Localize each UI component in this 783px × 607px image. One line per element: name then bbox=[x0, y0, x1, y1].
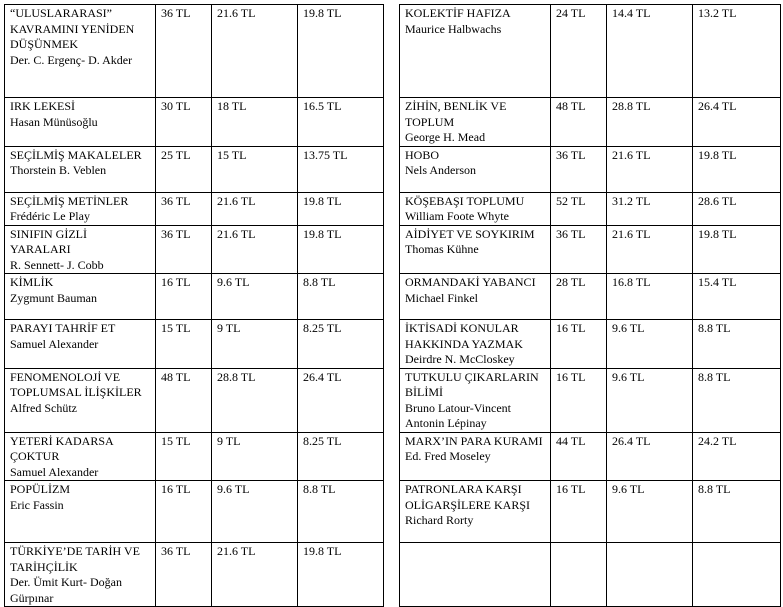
price-cell bbox=[156, 543, 212, 607]
book-author: Thorstein B. Veblen bbox=[10, 163, 107, 177]
price-value: 16 TL bbox=[161, 482, 191, 496]
table-row bbox=[5, 481, 781, 543]
book-author: R. Sennett- J. Cobb bbox=[10, 257, 104, 272]
price-3-cell bbox=[298, 225, 384, 274]
book-title: PARAYI TAHRİF ET bbox=[10, 321, 116, 335]
price-cell bbox=[551, 5, 607, 98]
price-cell bbox=[551, 368, 607, 432]
price-value: 16 TL bbox=[556, 321, 586, 335]
price-2-cell bbox=[212, 98, 298, 147]
table-row bbox=[5, 146, 781, 192]
book-title: YETERİ KADARSA ÇOKTUR bbox=[10, 433, 114, 463]
table-row bbox=[5, 368, 781, 432]
price-2-cell bbox=[607, 274, 693, 320]
price-3-value: 19.8 TL bbox=[698, 226, 737, 241]
price-2-value: 21.6 TL bbox=[217, 193, 256, 208]
price-2-cell bbox=[607, 320, 693, 369]
price-3-cell bbox=[298, 5, 384, 98]
price-3-cell bbox=[693, 225, 781, 274]
price-3-value: 8.8 TL bbox=[698, 482, 731, 496]
price-value: 15 TL bbox=[161, 321, 191, 335]
price-cell bbox=[551, 320, 607, 369]
price-cell bbox=[551, 98, 607, 147]
price-value: 48 TL bbox=[161, 369, 191, 384]
book-title: SINIFIN GİZLİ YARALARI bbox=[10, 226, 87, 256]
price-2-cell bbox=[212, 543, 298, 607]
book-author: Samuel Alexander bbox=[10, 336, 99, 351]
price-2-cell bbox=[607, 98, 693, 147]
price-3-cell bbox=[693, 274, 781, 320]
price-value: 16 TL bbox=[556, 369, 586, 384]
price-3-value: 19.8 TL bbox=[303, 193, 342, 208]
book-title: ZİHİN, BENLİK VE TOPLUM bbox=[405, 99, 507, 129]
column-gap bbox=[384, 225, 400, 274]
book-cell bbox=[400, 225, 551, 274]
price-2-cell bbox=[607, 432, 693, 481]
price-3-value: 19.8 TL bbox=[698, 147, 737, 162]
column-gap bbox=[384, 5, 400, 98]
price-3-cell bbox=[693, 320, 781, 369]
price-2-value: 15 TL bbox=[217, 147, 247, 162]
price-cell bbox=[551, 146, 607, 192]
price-cell bbox=[156, 320, 212, 369]
price-value: 36 TL bbox=[161, 6, 191, 20]
price-3-value: 26.4 TL bbox=[303, 369, 342, 384]
price-2-value: 9.6 TL bbox=[217, 482, 250, 496]
price-2-value: 21.6 TL bbox=[217, 544, 256, 558]
price-2-cell bbox=[212, 5, 298, 98]
book-cell bbox=[5, 543, 156, 607]
price-3-cell bbox=[693, 192, 781, 225]
book-author: Nels Anderson bbox=[405, 163, 476, 177]
column-gap bbox=[384, 320, 400, 369]
book-author: Der. Ümit Kurt- Doğan Gürpınar bbox=[10, 575, 122, 605]
price-3-value: 26.4 TL bbox=[698, 99, 737, 113]
price-2-value: 21.6 TL bbox=[612, 226, 651, 241]
price-2-value: 28.8 TL bbox=[612, 99, 651, 113]
table-row bbox=[5, 274, 781, 320]
price-3-value: 19.8 TL bbox=[303, 544, 342, 558]
price-value: 15 TL bbox=[161, 433, 191, 448]
book-cell bbox=[5, 274, 156, 320]
price-3-cell bbox=[693, 432, 781, 481]
table-row bbox=[5, 432, 781, 481]
price-3-cell bbox=[693, 98, 781, 147]
price-cell bbox=[156, 368, 212, 432]
book-title: KİMLİK bbox=[10, 275, 54, 289]
book-title: SEÇİLMİŞ MAKALELER bbox=[10, 147, 142, 162]
price-2-cell bbox=[212, 320, 298, 369]
book-title: TÜRKİYE’DE TARİH VE TARİHÇİLİK bbox=[10, 544, 140, 574]
price-2-cell bbox=[212, 225, 298, 274]
price-cell bbox=[551, 543, 607, 607]
book-author: George H. Mead bbox=[405, 130, 486, 144]
book-author: Bruno Latour-Vincent Antonin Lépinay bbox=[405, 400, 512, 430]
book-cell bbox=[400, 146, 551, 192]
price-2-cell bbox=[607, 225, 693, 274]
book-author: Hasan Münüsoğlu bbox=[10, 114, 98, 129]
book-cell bbox=[5, 192, 156, 225]
price-3-value: 15.4 TL bbox=[698, 275, 737, 289]
book-author: Ed. Fred Moseley bbox=[405, 449, 491, 463]
book-title: IRK LEKESİ bbox=[10, 99, 75, 113]
book-cell bbox=[5, 146, 156, 192]
price-3-cell bbox=[693, 481, 781, 543]
book-cell bbox=[400, 5, 551, 98]
price-3-value: 28.6 TL bbox=[698, 193, 737, 208]
book-title: KOLEKTİF HAFIZA bbox=[405, 6, 511, 20]
price-value: 36 TL bbox=[556, 226, 586, 241]
price-cell bbox=[156, 192, 212, 225]
price-3-value: 24.2 TL bbox=[698, 433, 737, 448]
book-title: POPÜLİZM bbox=[10, 482, 71, 496]
column-gap bbox=[384, 481, 400, 543]
price-value: 28 TL bbox=[556, 275, 586, 289]
price-2-cell bbox=[607, 481, 693, 543]
price-3-cell bbox=[298, 320, 384, 369]
price-cell bbox=[156, 5, 212, 98]
price-value: 30 TL bbox=[161, 99, 191, 113]
price-2-cell bbox=[607, 5, 693, 98]
price-3-value: 13.2 TL bbox=[698, 6, 737, 20]
price-3-cell bbox=[693, 543, 781, 607]
price-cell bbox=[551, 481, 607, 543]
book-cell bbox=[5, 432, 156, 481]
price-2-value: 26.4 TL bbox=[612, 433, 651, 448]
table-row bbox=[5, 98, 781, 147]
book-title: HOBO bbox=[405, 147, 440, 162]
price-3-value: 8.8 TL bbox=[698, 321, 731, 335]
book-author: Thomas Kühne bbox=[405, 242, 479, 256]
book-author: Eric Fassin bbox=[10, 497, 64, 512]
book-title: FENOMENOLOJİ VE TOPLUMSAL İLİŞKİLER bbox=[10, 369, 142, 399]
price-value: 48 TL bbox=[556, 99, 586, 113]
book-cell bbox=[5, 368, 156, 432]
book-author: Samuel Alexander bbox=[10, 464, 99, 479]
price-2-value: 31.2 TL bbox=[612, 193, 651, 208]
price-2-cell bbox=[607, 368, 693, 432]
price-3-value: 8.8 TL bbox=[698, 369, 731, 384]
book-title: MARX’IN PARA KURAMI bbox=[405, 433, 543, 448]
price-2-cell bbox=[212, 192, 298, 225]
book-cell bbox=[5, 225, 156, 274]
price-2-cell bbox=[607, 192, 693, 225]
price-2-cell bbox=[607, 146, 693, 192]
price-3-cell bbox=[693, 5, 781, 98]
price-value: 36 TL bbox=[161, 544, 191, 558]
price-3-value: 8.25 TL bbox=[303, 321, 342, 335]
book-author: Der. C. Ergenç- D. Akder bbox=[10, 52, 133, 67]
price-2-value: 14.4 TL bbox=[612, 6, 651, 20]
column-gap bbox=[384, 543, 400, 607]
price-value: 16 TL bbox=[556, 482, 586, 496]
book-author: Michael Finkel bbox=[405, 290, 478, 305]
price-3-cell bbox=[298, 481, 384, 543]
book-cell bbox=[400, 192, 551, 225]
price-3-cell bbox=[298, 274, 384, 320]
book-author: Richard Rorty bbox=[405, 513, 474, 527]
price-3-cell bbox=[298, 98, 384, 147]
column-gap bbox=[384, 432, 400, 481]
table-row bbox=[5, 192, 781, 225]
book-cell bbox=[5, 320, 156, 369]
column-gap bbox=[384, 146, 400, 192]
price-value: 24 TL bbox=[556, 6, 586, 20]
price-cell bbox=[551, 432, 607, 481]
price-3-value: 13.75 TL bbox=[303, 147, 348, 162]
table-row bbox=[5, 543, 781, 607]
price-3-cell bbox=[298, 543, 384, 607]
column-gap bbox=[384, 192, 400, 225]
table-row bbox=[5, 320, 781, 369]
price-3-cell bbox=[298, 192, 384, 225]
book-title: SEÇİLMİŞ METİNLER bbox=[10, 193, 129, 208]
price-value: 36 TL bbox=[161, 193, 191, 208]
book-cell bbox=[400, 481, 551, 543]
book-author: Zygmunt Bauman bbox=[10, 290, 97, 305]
book-cell bbox=[400, 274, 551, 320]
price-cell bbox=[551, 225, 607, 274]
price-2-value: 16.8 TL bbox=[612, 275, 651, 289]
price-2-value: 18 TL bbox=[217, 99, 247, 113]
book-cell bbox=[5, 98, 156, 147]
price-2-value: 28.8 TL bbox=[217, 369, 256, 384]
price-3-value: 19.8 TL bbox=[303, 6, 342, 20]
price-2-value: 21.6 TL bbox=[217, 6, 256, 20]
price-3-cell bbox=[693, 368, 781, 432]
price-2-cell bbox=[212, 432, 298, 481]
price-cell bbox=[156, 432, 212, 481]
book-author: Frédéric Le Play bbox=[10, 209, 90, 223]
price-value: 25 TL bbox=[161, 147, 191, 162]
column-gap bbox=[384, 274, 400, 320]
column-gap bbox=[384, 98, 400, 147]
price-2-value: 9 TL bbox=[217, 321, 241, 335]
price-2-value: 21.6 TL bbox=[217, 226, 256, 241]
book-title: TUTKULU ÇIKARLARIN BİLİMİ bbox=[405, 369, 539, 399]
price-value: 52 TL bbox=[556, 193, 586, 208]
price-2-value: 9 TL bbox=[217, 433, 241, 448]
book-author: Alfred Schütz bbox=[10, 400, 77, 415]
book-author: Deirdre N. McCloskey bbox=[405, 352, 515, 366]
table-row bbox=[5, 225, 781, 274]
price-2-value: 9.6 TL bbox=[612, 321, 645, 335]
price-value: 16 TL bbox=[161, 275, 191, 289]
book-cell bbox=[5, 5, 156, 98]
book-author: William Foote Whyte bbox=[405, 209, 509, 223]
price-3-value: 8.8 TL bbox=[303, 482, 336, 496]
price-2-value: 21.6 TL bbox=[612, 147, 651, 162]
book-title: PATRONLARA KARŞI OLİGARŞİLERE KARŞI bbox=[405, 482, 530, 512]
book-cell bbox=[5, 481, 156, 543]
table-row bbox=[5, 5, 781, 98]
price-2-value: 9.6 TL bbox=[612, 482, 645, 496]
price-cell bbox=[156, 481, 212, 543]
price-cell bbox=[156, 98, 212, 147]
price-cell bbox=[156, 225, 212, 274]
price-2-value: 9.6 TL bbox=[217, 275, 250, 289]
book-title: KÖŞEBAŞI TOPLUMU bbox=[405, 193, 525, 208]
price-value: 44 TL bbox=[556, 433, 586, 448]
price-value: 36 TL bbox=[161, 226, 191, 241]
price-3-cell bbox=[298, 432, 384, 481]
price-2-cell bbox=[212, 146, 298, 192]
price-3-value: 8.25 TL bbox=[303, 433, 342, 448]
book-cell bbox=[400, 543, 551, 607]
book-title: İKTİSADİ KONULAR HAKKINDA YAZMAK bbox=[405, 321, 523, 351]
book-cell bbox=[400, 98, 551, 147]
price-3-value: 8.8 TL bbox=[303, 275, 336, 289]
price-3-value: 16.5 TL bbox=[303, 99, 342, 113]
book-author: Maurice Halbwachs bbox=[405, 21, 502, 36]
price-cell bbox=[156, 274, 212, 320]
price-3-cell bbox=[298, 146, 384, 192]
price-cell bbox=[156, 146, 212, 192]
book-title: AİDİYET VE SOYKIRIM bbox=[405, 226, 535, 241]
book-cell bbox=[400, 432, 551, 481]
book-title: ORMANDAKİ YABANCI bbox=[405, 275, 536, 289]
price-3-cell bbox=[693, 146, 781, 192]
book-cell bbox=[400, 368, 551, 432]
book-price-table bbox=[4, 4, 781, 607]
price-value: 36 TL bbox=[556, 147, 586, 162]
price-3-cell bbox=[298, 368, 384, 432]
price-2-cell bbox=[212, 368, 298, 432]
price-cell bbox=[551, 274, 607, 320]
price-2-cell bbox=[212, 274, 298, 320]
column-gap bbox=[384, 368, 400, 432]
book-cell bbox=[400, 320, 551, 369]
price-2-cell bbox=[212, 481, 298, 543]
price-2-value: 9.6 TL bbox=[612, 369, 645, 384]
book-title: “ULUSLARARASI” KAVRAMINI YENİDEN DÜŞÜNMEK bbox=[10, 6, 135, 51]
price-2-cell bbox=[607, 543, 693, 607]
price-cell bbox=[551, 192, 607, 225]
price-3-value: 19.8 TL bbox=[303, 226, 342, 241]
